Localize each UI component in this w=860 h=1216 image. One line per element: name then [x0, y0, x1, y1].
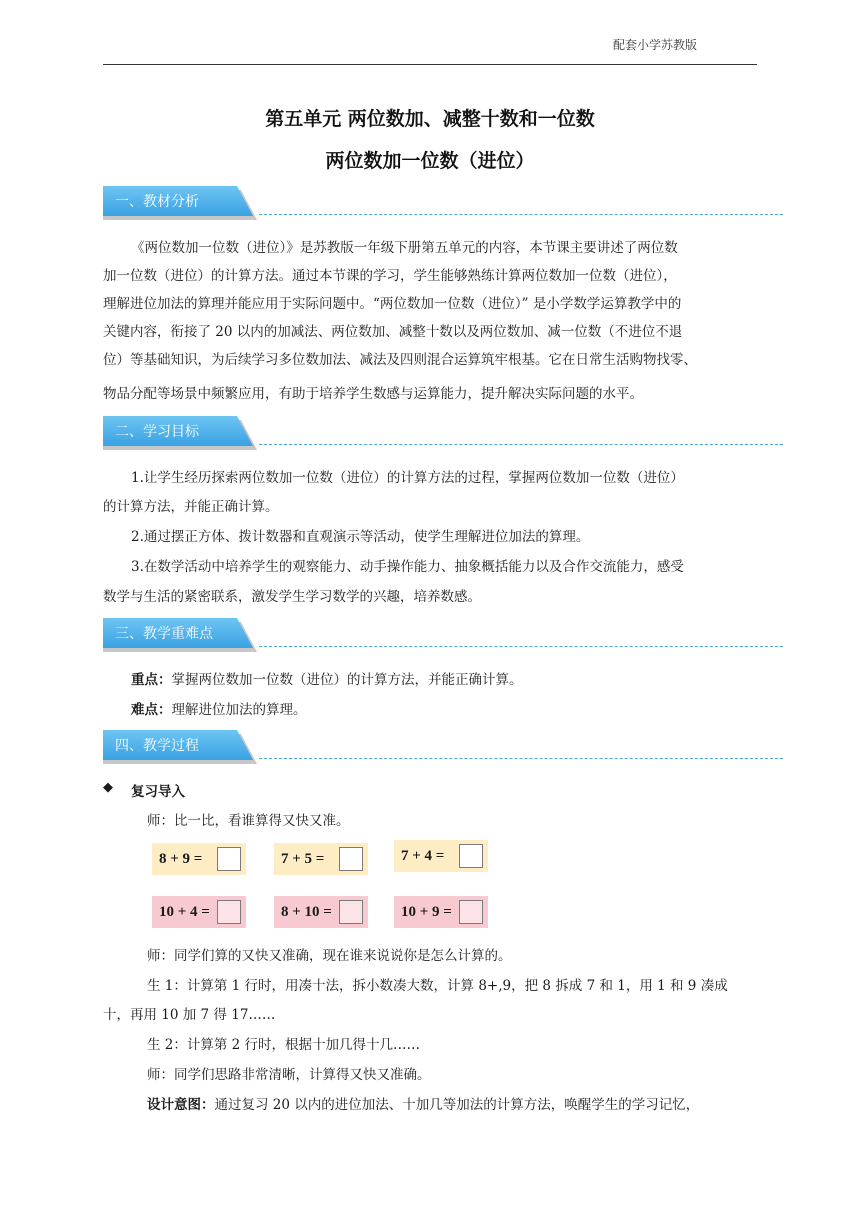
goal-line: 2.通过摆正方体、拨计数器和直观演示等活动，使学生理解进位加法的算理。 — [131, 529, 590, 545]
goal-line: 数学与生活的紧密联系，激发学生学习数学的兴趣，培养数感。 — [103, 589, 481, 605]
teacher-praise: 师：同学们思路非常清晰，计算得又快又准确。 — [147, 1067, 431, 1083]
header-divider — [103, 64, 757, 65]
teacher-ask: 师：同学们算的又快又准确，现在谁来说说你是怎么计算的。 — [147, 948, 512, 964]
exercise-equation: 7 + 4 = — [401, 847, 445, 864]
difficulty-label: 难点： — [131, 702, 172, 718]
analysis-line: 位）等基础知识，为后续学习多位数加法、减法及四则混合运算筑牢根基。它在日常生活购物找零、 — [103, 352, 697, 368]
difficulty-text: 理解进位加法的算理。 — [171, 702, 307, 718]
section-label: 四、教学过程 — [115, 738, 199, 754]
goal-line: 3.在数学活动中培养学生的观察能力、动手操作能力、抽象概括能力以及合作交流能力，感受 — [131, 559, 684, 575]
difficulty-line — [103, 698, 757, 718]
exercise-card — [152, 896, 246, 928]
exercise-equation: 8 + 10 = — [281, 903, 332, 920]
goal-line: 1.让学生经历探索两位数加一位数（进位）的计算方法的过程，掌握两位数加一位数（进位） — [131, 470, 684, 486]
answer-box[interactable] — [217, 900, 241, 924]
dashed-divider — [259, 444, 783, 445]
section-label: 三、教学重难点 — [115, 626, 213, 642]
section-banner-keypoints — [103, 618, 793, 652]
exercise-card — [152, 843, 246, 875]
section-banner-analysis — [103, 186, 793, 220]
subheading-review: 复习导入 — [131, 784, 185, 800]
analysis-line: 《两位数加一位数（进位）》是苏教版一年级下册第五单元的内容，本节课主要讲述了两位数 — [131, 240, 678, 256]
focus-label: 重点： — [131, 672, 172, 688]
analysis-line: 理解进位加法的算理并能应用于实际问题中。“两位数加一位数（进位）” 是小学数学运算教学中的 — [103, 296, 682, 312]
section-label: 一、教材分析 — [115, 194, 199, 210]
focus-text: 掌握两位数加一位数（进位）的计算方法，并能正确计算。 — [171, 672, 523, 688]
exercise-equation: 10 + 9 = — [401, 903, 452, 920]
goal-line: 的计算方法，并能正确计算。 — [103, 499, 279, 515]
design-intent — [119, 1093, 773, 1113]
dashed-divider — [259, 214, 783, 215]
dashed-divider — [259, 758, 783, 759]
lesson-title: 两位数加一位数（进位） — [325, 150, 535, 172]
analysis-line: 关键内容，衔接了 20 以内的加减法、两位数加、减整十数以及两位数加、减一位数（不进位不退 — [103, 324, 683, 340]
answer-box[interactable] — [339, 900, 363, 924]
answer-box[interactable] — [217, 847, 241, 871]
exercise-card — [394, 896, 488, 928]
focus-line — [103, 668, 757, 688]
teacher-intro: 师：比一比，看谁算得又快又准。 — [147, 813, 350, 829]
section-banner-process — [103, 730, 793, 764]
analysis-line: 加一位数（进位）的计算方法。通过本节课的学习，学生能够熟练计算两位数加一位数（进位）， — [103, 268, 677, 284]
answer-box[interactable] — [459, 900, 483, 924]
design-label: 设计意图： — [147, 1097, 215, 1113]
exercise-card — [274, 843, 368, 875]
design-text: 通过复习 20 以内的进位加法、十加几等加法的计算方法，唤醒学生的学习记忆， — [214, 1097, 700, 1113]
bullet-diamond-icon: ◆ — [103, 780, 113, 795]
dashed-divider — [259, 646, 783, 647]
student1-line-cont: 十，再用 10 加 7 得 17…… — [103, 1007, 276, 1023]
edition-label: 配套小学苏教版 — [613, 38, 698, 52]
answer-box[interactable] — [339, 847, 363, 871]
section-label: 二、学习目标 — [115, 424, 199, 440]
unit-title: 第五单元 两位数加、减整十数和一位数 — [265, 108, 595, 130]
answer-box[interactable] — [459, 844, 483, 868]
exercise-equation: 8 + 9 = — [159, 850, 203, 867]
section-banner-goals — [103, 416, 793, 450]
exercise-equation: 10 + 4 = — [159, 903, 210, 920]
analysis-line: 物品分配等场景中频繁应用，有助于培养学生数感与运算能力，提升解决实际问题的水平。 — [103, 386, 643, 402]
exercise-card — [274, 896, 368, 928]
student2-line: 生 2：计算第 2 行时，根据十加几得十几…… — [147, 1037, 421, 1053]
exercise-equation: 7 + 5 = — [281, 850, 325, 867]
exercise-card — [394, 840, 488, 872]
student1-line: 生 1：计算第 1 行时，用凑十法，拆小数凑大数，计算 8+,9，把 8 拆成 7 和 1，用 1 和 9 凑成 — [147, 978, 728, 994]
